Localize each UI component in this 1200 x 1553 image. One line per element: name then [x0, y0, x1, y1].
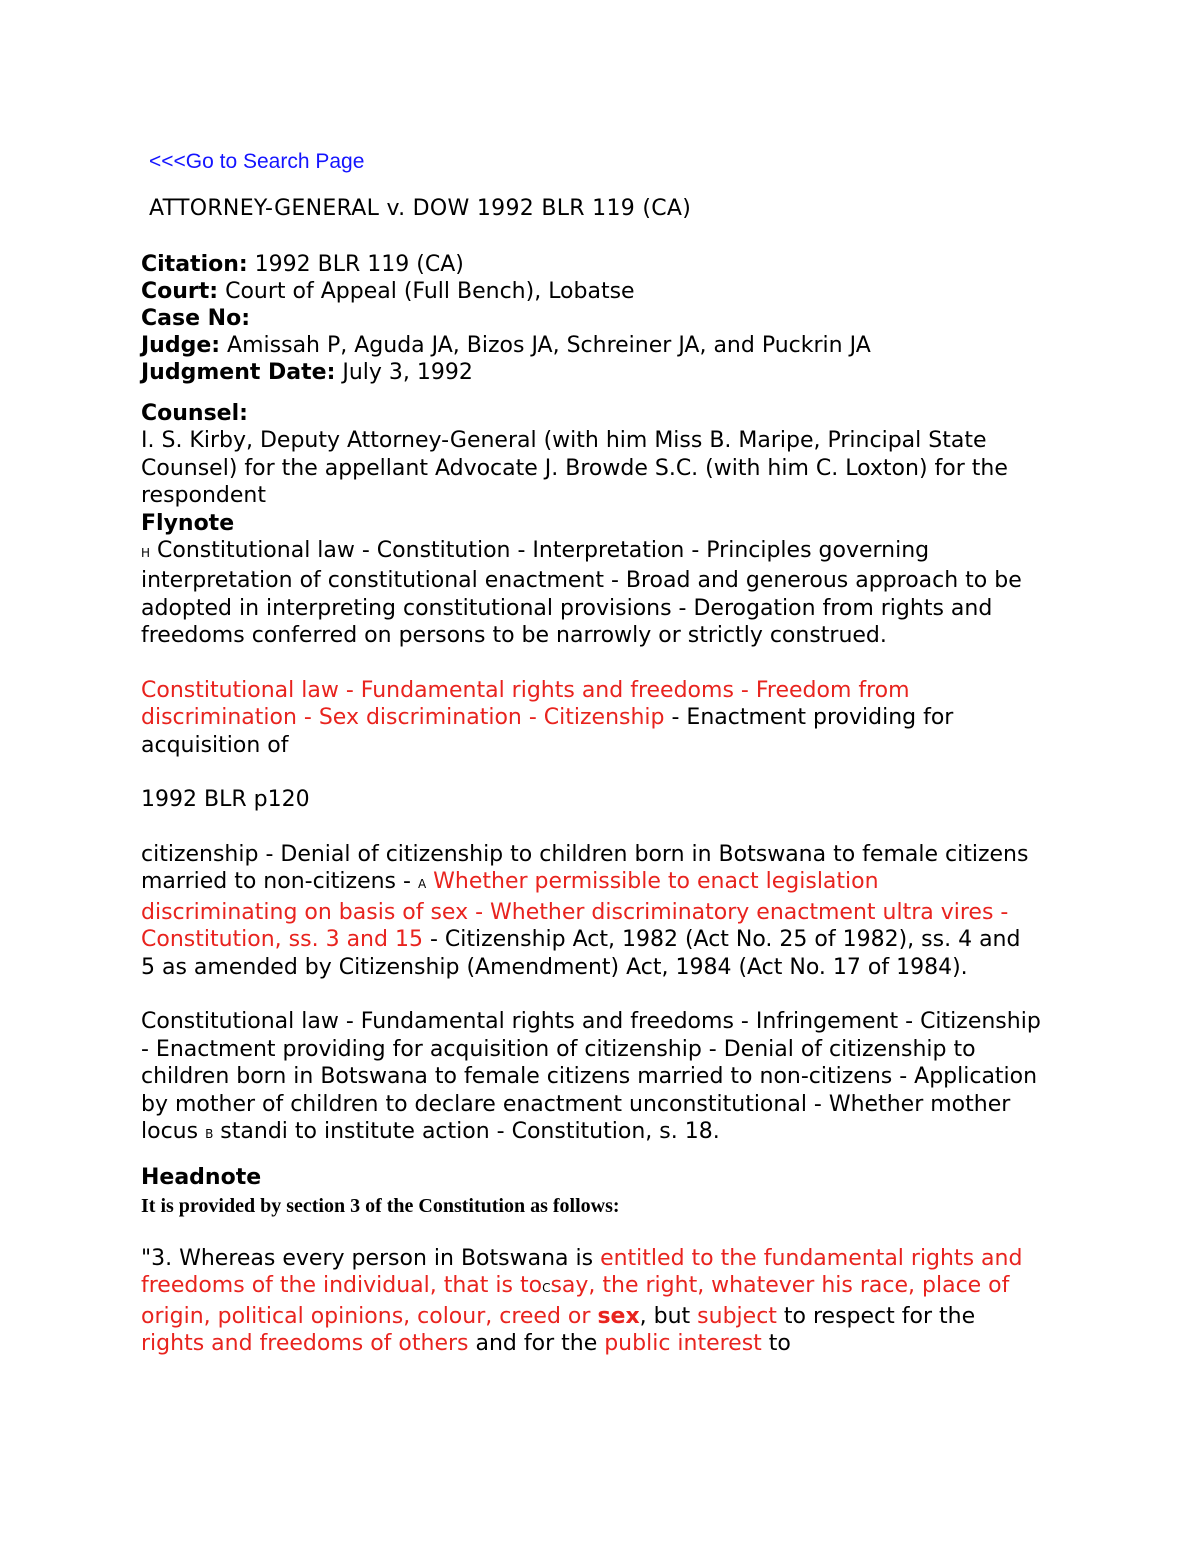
- quote-part: to respect for the: [776, 1303, 976, 1329]
- quote-part: , but: [639, 1303, 698, 1329]
- judge-value: Amissah P, Aguda JA, Bizos JA, Schreiner JA, and Puckrin JA: [220, 333, 871, 358]
- case-title: ATTORNEY-GENERAL v. DOW 1992 BLR 119 (CA): [149, 196, 692, 221]
- case-no-label: Case No:: [141, 306, 250, 331]
- quote-highlight: subject: [697, 1303, 777, 1329]
- page-reference: 1992 BLR p120: [141, 787, 310, 812]
- margin-marker: H: [141, 545, 151, 560]
- court-value: Court of Appeal (Full Bench), Lobatse: [218, 279, 635, 304]
- citation-row: [141, 251, 1041, 278]
- flynote-label: Flynote: [141, 510, 235, 536]
- flynote-paragraph-3-highlight: Whether permissible to enact legislation discriminating on basis of sex - Whether discriminatory enactment ultra vires - Constitution, ss. 3 and 15: [141, 869, 1009, 952]
- quote-emphasis: sex: [597, 1303, 640, 1329]
- court-label: Court:: [141, 279, 219, 304]
- flynote-paragraph-4-text-b: standi to institute action - Constitution, s. 18.: [213, 1119, 720, 1144]
- flynote-paragraph-3-text-a: citizenship - Denial of citizenship to children born in Botswana to female citizens married to non-citizens -: [141, 841, 1029, 894]
- constitution-quote: [141, 1245, 1041, 1358]
- flynote-section: [141, 510, 1041, 1149]
- quote-highlight: say, the right, whatever his race, place of origin, political opinions, colour, creed or: [141, 1273, 1010, 1329]
- counsel-section: [141, 400, 1041, 510]
- case-no-row: [141, 305, 1041, 332]
- margin-marker: C: [542, 1281, 551, 1295]
- quote-part: and for the: [468, 1331, 605, 1356]
- go-to-search-link[interactable]: <<<Go to Search Page: [149, 150, 365, 173]
- margin-marker: A: [417, 877, 427, 891]
- quote-highlight: entitled to the fundamental rights and freedoms of the individual, that is to: [141, 1245, 1023, 1298]
- flynote-paragraph-4: [141, 1008, 1041, 1149]
- quote-highlight: rights and freedoms of others: [141, 1331, 469, 1356]
- court-row: [141, 278, 1041, 305]
- flynote-paragraph-1: [141, 537, 1041, 650]
- margin-marker: B: [205, 1127, 214, 1141]
- judgment-date-label: Judgment Date:: [141, 360, 336, 385]
- case-metadata: [141, 251, 1041, 386]
- citation-value: 1992 BLR 119 (CA): [247, 252, 464, 277]
- flynote-paragraph-2-highlight: Constitutional law - Fundamental rights and freedoms - Freedom from discrimination - Sex discrimination - Citizenship: [141, 677, 910, 730]
- quote-highlight: public interest: [604, 1331, 762, 1356]
- counsel-text: I. S. Kirby, Deputy Attorney-General (with him Miss B. Maripe, Principal State Counsel) for the appellant Advocate J. Browde S.C. (with him C. Loxton) for the respondent: [141, 428, 1008, 508]
- headnote-lead: It is provided by section 3 of the Constitution as follows:: [141, 1194, 620, 1217]
- document-page: [141, 148, 1041, 1358]
- flynote-paragraph-3: [141, 841, 1041, 982]
- judgment-date-row: [141, 359, 1041, 386]
- flynote-paragraph-1-text: Constitutional law - Constitution - Interpretation - Principles governing interpretation of constitutional enactment - Broad and generous approach to be adopted in interpreting constitutional provisions - Derogation from rights and freedoms conferred on persons to be narrowly or strictly construed.: [141, 537, 1022, 648]
- counsel-label: Counsel:: [141, 401, 248, 426]
- citation-label: Citation:: [141, 252, 248, 277]
- headnote-label: Headnote: [141, 1164, 262, 1190]
- judgment-date-value: July 3, 1992: [335, 360, 473, 385]
- judge-label: Judge:: [141, 333, 221, 358]
- quote-part: to: [761, 1331, 791, 1356]
- quote-part: "3. Whereas every person in Botswana is: [141, 1245, 601, 1271]
- judge-row: [141, 332, 1041, 359]
- flynote-paragraph-2-text: - Enactment providing for acquisition of: [141, 705, 954, 758]
- headnote-section: [141, 1163, 1041, 1358]
- flynote-paragraph-2: [141, 677, 1041, 760]
- flynote-paragraph-3-text-b: - Citizenship Act, 1982 (Act No. 25 of 1982), ss. 4 and 5 as amended by Citizenship (Amendment) Act, 1984 (Act No. 17 of 1984).: [141, 927, 1021, 980]
- flynote-paragraph-4-text-a: Constitutional law - Fundamental rights and freedoms - Infringement - Citizenship - Enactment providing for acquisition of citizenship - Denial of citizenship to children born in Botswana to female citizens married to non-citizens - Application by mother of children to declare enactment unconstitutional - Whether mother locus: [141, 1009, 1041, 1144]
